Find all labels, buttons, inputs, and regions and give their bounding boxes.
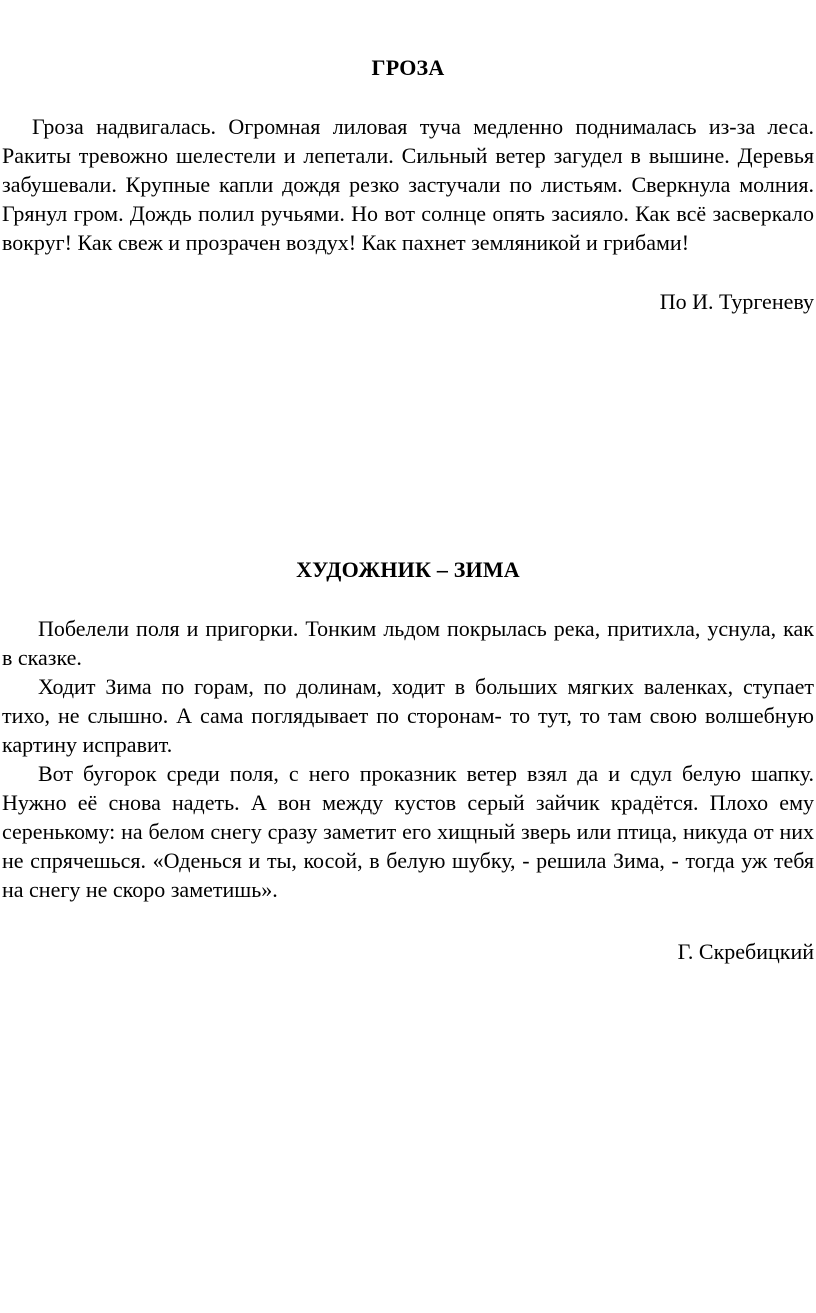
story-paragraph: Ходит Зима по горам, по долинам, ходит в больших мягких валенках, ступает тихо, не слышно. А сама поглядывает по сторонам- то тут, то там свою волшебную картину исправит.: [2, 674, 814, 757]
story-paragraph: Побелели поля и пригорки. Тонким льдом покрылась река, притихла, уснула, как в сказке.: [2, 616, 814, 670]
story-paragraph: Гроза надвигалась. Огромная лиловая туча медленно поднималась из-за леса. Ракиты тревожно шелестели и лепетали. Сильный ветер загудел в вышине. Деревья забушевали. Крупные капли дождя резко застучали по листьям. Сверкнула молния. Грянул гром. Дождь полил ручьями. Но вот солнце опять засияло. Как всё засверкало вокруг! Как свеж и прозрачен воздух! Как пахнет земляникой и грибами!: [2, 114, 814, 255]
story-khudozhnik-zima: [2, 554, 814, 967]
story-groza: [2, 52, 814, 317]
story-title: ГРОЗА: [371, 55, 445, 80]
story-author: Г. Скребицкий: [677, 939, 814, 964]
story-title: ХУДОЖНИК – ЗИМА: [296, 557, 520, 582]
story-author: По И. Тургеневу: [659, 289, 814, 314]
story-paragraph: Вот бугорок среди поля, с него проказник ветер взял да и сдул белую шапку. Нужно её снова надеть. А вон между кустов серый зайчик крадётся. Плохо ему серенькому: на белом снегу сразу заметит его хищный зверь или птица, никуда от них не спрячешься. «Оденься и ты, косой, в белую шубку, - решила Зима, - тогда уж тебя на снегу не скоро заметишь».: [2, 761, 814, 902]
